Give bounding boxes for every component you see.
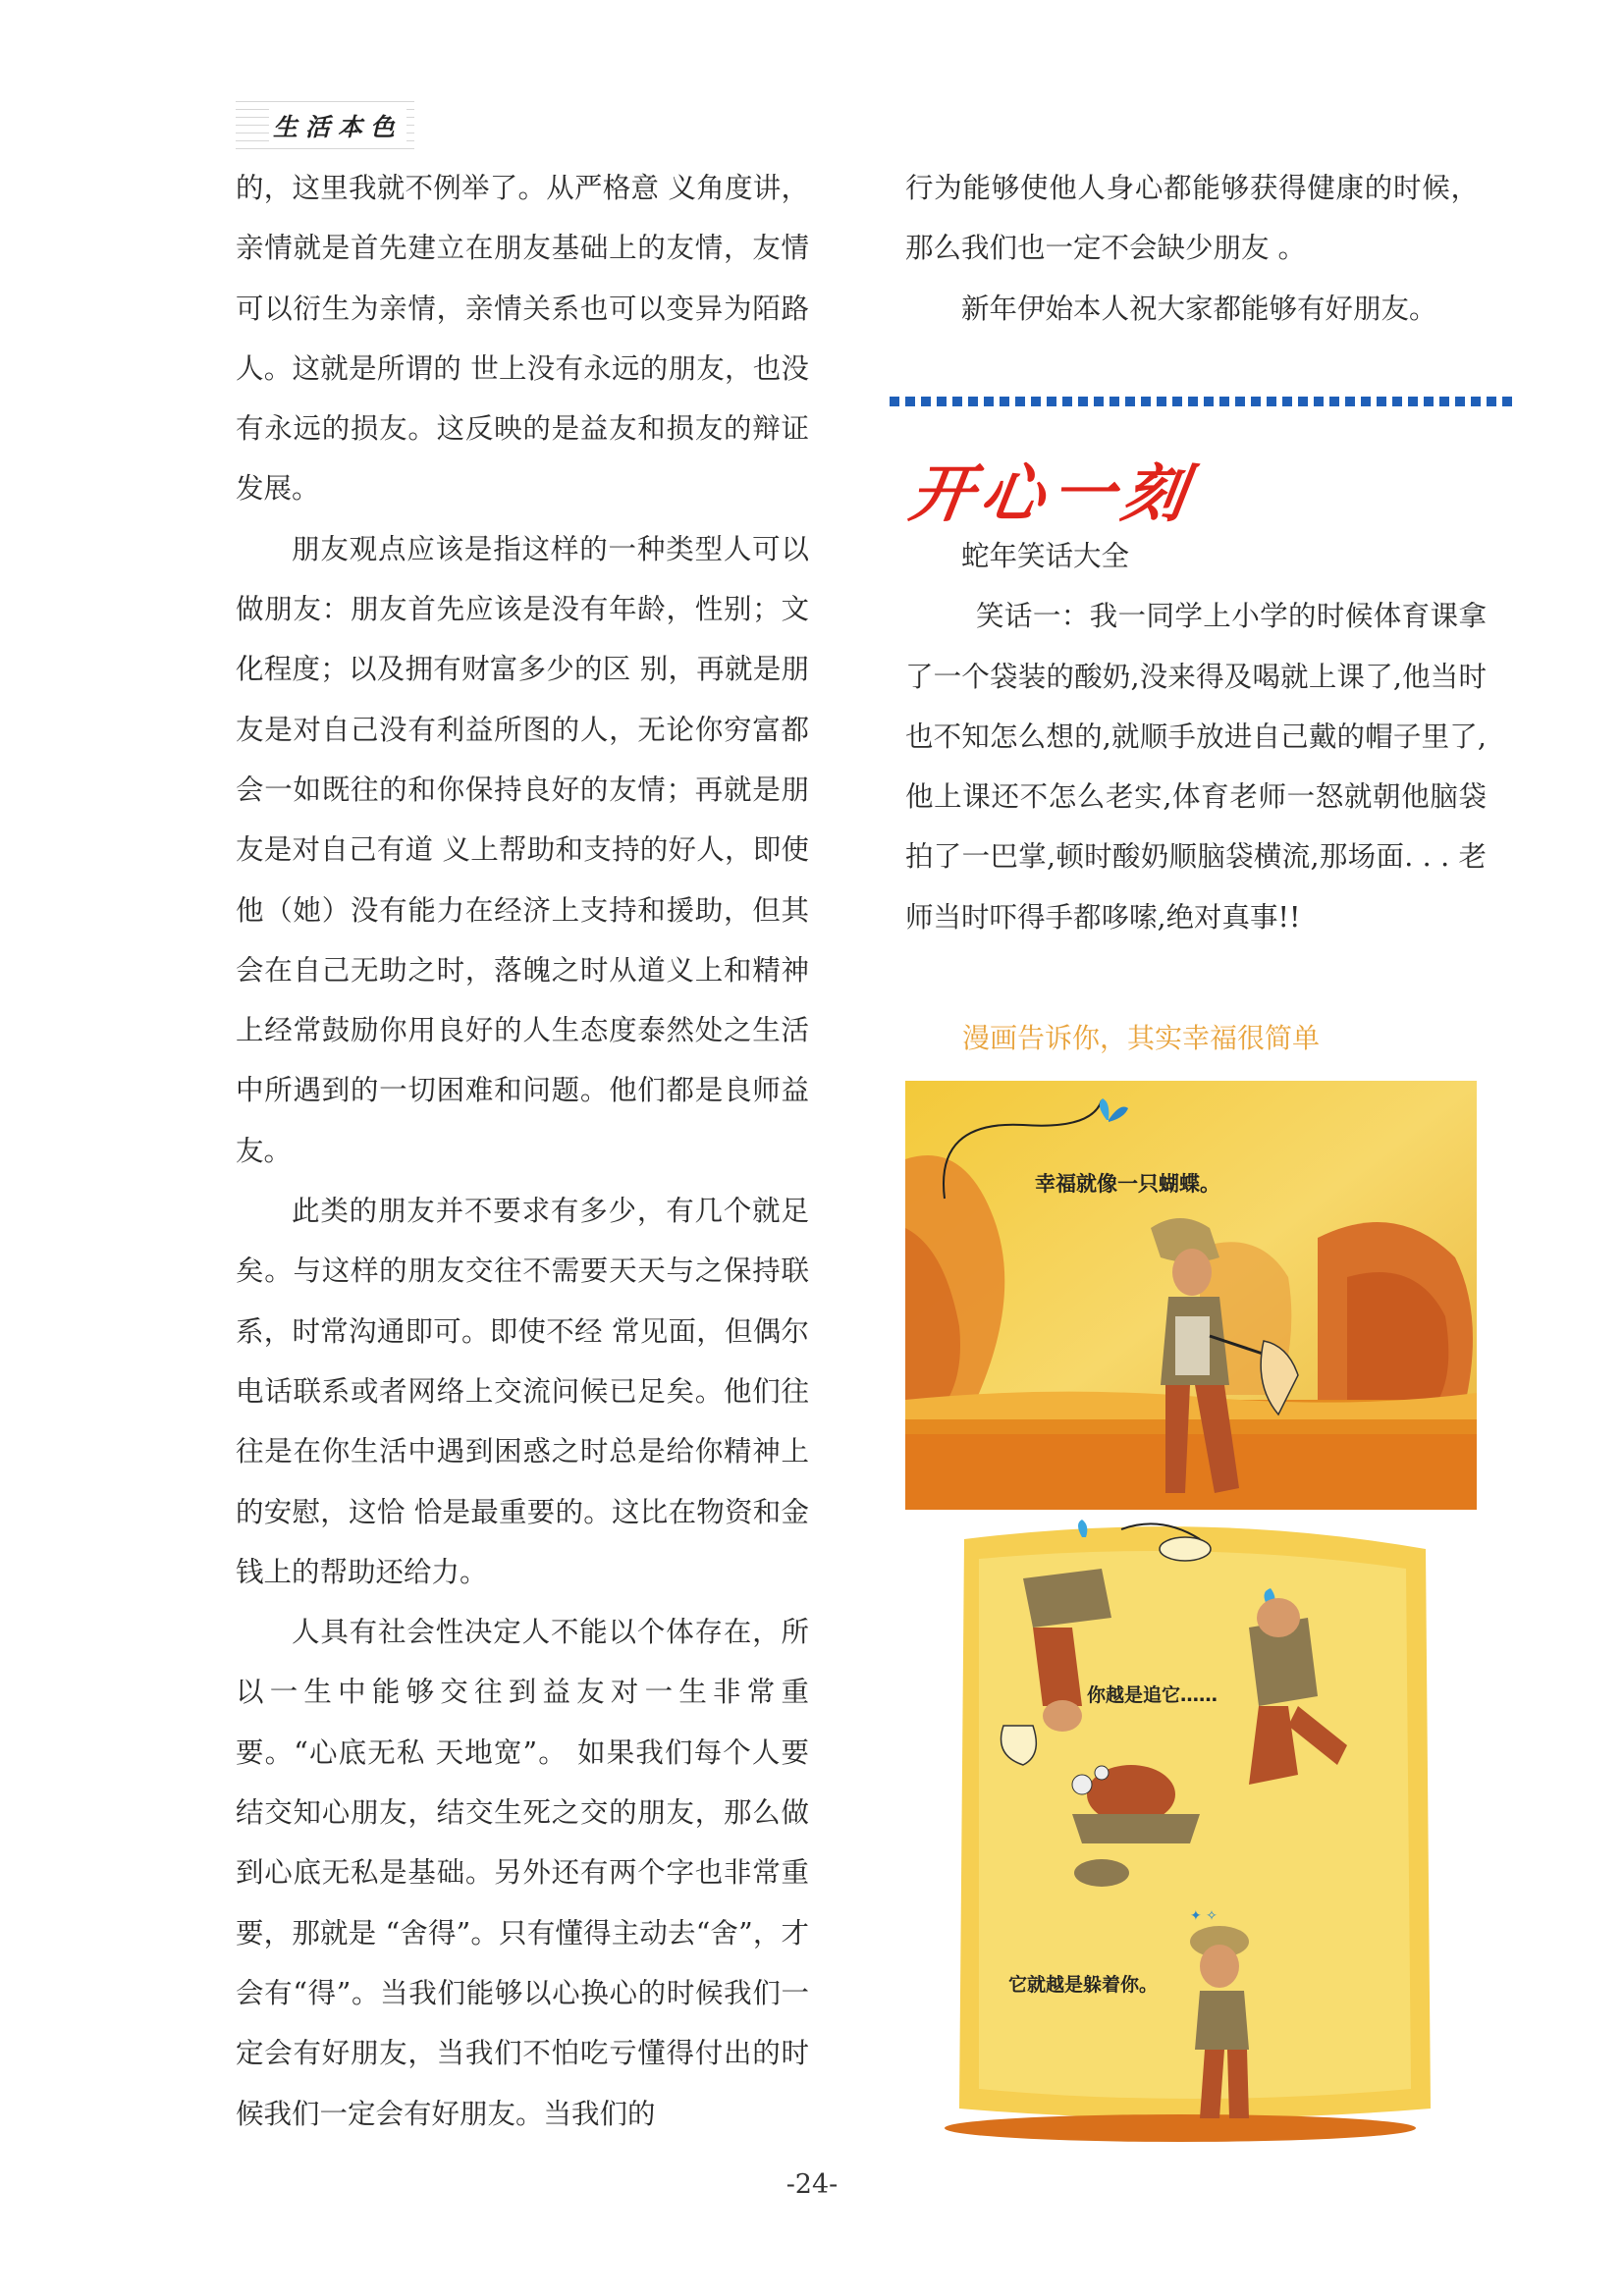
joke-text: 笑话一：我一同学上小学的时候体育课拿了一个袋装的酸奶,没来得及喝就上课了,他当时也不知怎么想的,就顺手放进自己戴的帽子里了,他上课还不怎么老实,体育老师一怒就朝他脑袋拍了一巴掌,顿时酸奶顺脑袋横流,那场面. . . 老师当时吓得手都哆嗦,绝对真事!! bbox=[905, 600, 1487, 934]
dotted-divider bbox=[890, 397, 1514, 406]
section-title: 生活本色 bbox=[269, 108, 406, 143]
comic-panel-2-text-b: 它就越是躲着你。 bbox=[1008, 1974, 1159, 1996]
joke-block bbox=[905, 526, 1487, 947]
comic-panel-2-text-a: 你越是追它…… bbox=[1087, 1684, 1218, 1706]
comic-panel-1 bbox=[905, 1081, 1477, 1510]
comic-panel-1-illustration bbox=[905, 1081, 1477, 1510]
section-header bbox=[236, 94, 414, 155]
comic-panel-1-text: 幸福就像一只蝴蝶。 bbox=[1035, 1172, 1220, 1196]
left-paragraph-1: 的，这里我就不例举了。从严格意 义角度讲，亲情就是首先建立在朋友基础上的友情，友情可以衍生为亲情，亲情关系也可以变异为陌路人。这就是所谓的 世上没有永远的朋友，也没有永远的损友。这反映的是益友和损友的辩证发展。 bbox=[236, 172, 809, 506]
fun-section-title: 开心一刻 bbox=[904, 458, 1199, 531]
right-paragraph-1: 行为能够使他人身心都能够获得健康的时候，那么我们也一定不会缺少朋友 。 bbox=[905, 172, 1479, 265]
page-number: -24- bbox=[785, 2169, 839, 2200]
svg-text:✦ ✧: ✦ ✧ bbox=[1190, 1908, 1218, 1924]
comic-caption: 漫画告诉你，其实幸福很简单 bbox=[962, 1022, 1321, 1054]
comic-panel-2-illustration bbox=[935, 1520, 1455, 2150]
left-paragraph-2: 朋友观点应该是指这样的一种类型人可以做朋友：朋友首先应该是没有年龄，性别；文化程度；以及拥有财富多少的区 别，再就是朋友是对自己没有利益所图的人，无论你穷富都会一如既往的和你保持良好的友情；再就是朋友是对自己有道 义上帮助和支持的好人，即使他（她）没有能力在经济上支持和援助，但其会在自己无助之时，落魄之时从道义上和精神 上经常鼓励你用良好的人生态度泰然处之生活中所遇到的一切困难和问题。他们都是良师益友。 bbox=[236, 532, 809, 1167]
right-column bbox=[905, 158, 1479, 339]
left-paragraph-4: 人具有社会性决定人不能以个体存在，所以一生中能够交往到益友对一生非常重要。“心底无私 天地宽”。 如果我们每个人要结交知心朋友，结交生死之交的朋友，那么做到心底无私是基础。另外还有两个字也非常重要，那就是 “舍得”。只有懂得主动去“舍”，才会有“得”。当我们能够以心换心的时候我们一定会有好朋友，当我们不怕吃亏懂得付出的时候我们一定会有好朋友。当我们的 bbox=[236, 1616, 809, 2130]
right-paragraph-2: 新年伊始本人祝大家都能够有好朋友。 bbox=[961, 292, 1437, 325]
left-column bbox=[236, 158, 809, 2144]
comic-panel-2 bbox=[935, 1520, 1455, 2150]
left-paragraph-3: 此类的朋友并不要求有多少，有几个就足矣。与这样的朋友交往不需要天天与之保持联系，时常沟通即可。即使不经 常见面，但偶尔电话联系或者网络上交流问候已足矣。他们往往是在你生活中遇到困惑之时总是给你精神上的安慰，这恰 恰是最重要的。这比在物资和金钱上的帮助还给力。 bbox=[236, 1195, 809, 1588]
joke-subtitle: 蛇年笑话大全 bbox=[961, 540, 1130, 572]
